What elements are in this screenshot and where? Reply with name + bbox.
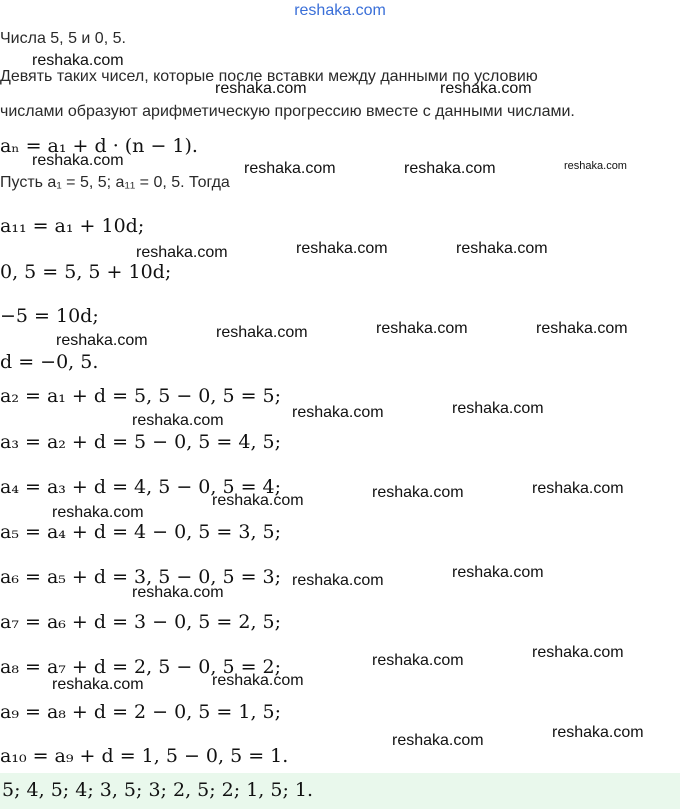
watermark: reshaka.com bbox=[532, 480, 624, 497]
watermark: reshaka.com bbox=[32, 52, 124, 69]
watermark: reshaka.com bbox=[132, 584, 224, 601]
step-9: a₆ = a₅ + d = 3, 5 − 0, 5 = 3; bbox=[0, 566, 282, 588]
watermark: reshaka.com bbox=[456, 240, 548, 257]
watermark: reshaka.com bbox=[244, 160, 336, 177]
intro-line-numbers: Числа 5, 5 и 0, 5. bbox=[0, 30, 126, 47]
watermark: reshaka.com bbox=[52, 504, 144, 521]
intro-line-task-2: числами образуют арифметическую прогрессию вместе с данными числами. bbox=[0, 103, 575, 120]
watermark: reshaka.com bbox=[376, 320, 468, 337]
progression-formula: aₙ = a₁ + d · (n − 1). bbox=[0, 135, 198, 157]
step-3: −5 = 10d; bbox=[0, 305, 99, 327]
step-13: a₁₀ = a₉ + d = 1, 5 − 0, 5 = 1. bbox=[0, 745, 289, 767]
watermark: reshaka.com bbox=[552, 724, 644, 741]
watermark: reshaka.com bbox=[296, 240, 388, 257]
step-2: 0, 5 = 5, 5 + 10d; bbox=[0, 261, 172, 283]
step-4: d = −0, 5. bbox=[0, 351, 99, 373]
watermark: reshaka.com bbox=[404, 160, 496, 177]
watermark: reshaka.com bbox=[132, 412, 224, 429]
watermark: reshaka.com bbox=[216, 324, 308, 341]
watermark: reshaka.com bbox=[292, 404, 384, 421]
step-12: a₉ = a₈ + d = 2 − 0, 5 = 1, 5; bbox=[0, 701, 282, 723]
watermark: reshaka.com bbox=[292, 572, 384, 589]
watermark: reshaka.com bbox=[452, 400, 544, 417]
watermark: reshaka.com bbox=[52, 676, 144, 693]
watermark: reshaka.com bbox=[215, 80, 307, 97]
watermark: reshaka.com bbox=[532, 644, 624, 661]
watermark: reshaka.com bbox=[212, 672, 304, 689]
answer-bar bbox=[0, 773, 680, 809]
step-10: a₇ = a₆ + d = 3 − 0, 5 = 2, 5; bbox=[0, 611, 282, 633]
site-header[interactable]: reshaka.com bbox=[294, 2, 386, 19]
step-11: a₈ = a₇ + d = 2, 5 − 0, 5 = 2; bbox=[0, 656, 282, 678]
step-1: a₁₁ = a₁ + 10d; bbox=[0, 215, 145, 237]
watermark: reshaka.com bbox=[212, 492, 304, 509]
step-6: a₃ = a₂ + d = 5 − 0, 5 = 4, 5; bbox=[0, 431, 282, 453]
watermark: reshaka.com bbox=[452, 564, 544, 581]
watermark: reshaka.com bbox=[440, 80, 532, 97]
watermark: reshaka.com bbox=[32, 152, 124, 169]
watermark: reshaka.com bbox=[536, 320, 628, 337]
step-8: a₅ = a₄ + d = 4 − 0, 5 = 3, 5; bbox=[0, 521, 282, 543]
let-statement: Пусть a₁ = 5, 5; a₁₁ = 0, 5. Тогда bbox=[0, 174, 230, 191]
answer-text: 5; 4, 5; 4; 3, 5; 3; 2, 5; 2; 1, 5; 1. bbox=[2, 779, 314, 801]
watermark: reshaka.com bbox=[392, 732, 484, 749]
step-7: a₄ = a₃ + d = 4, 5 − 0, 5 = 4; bbox=[0, 476, 282, 498]
watermark: reshaka.com bbox=[136, 244, 228, 261]
watermark: reshaka.com bbox=[56, 332, 148, 349]
watermark: reshaka.com bbox=[372, 484, 464, 501]
intro-line-task-1: Девять таких чисел, которые после вставки между данными по условию bbox=[0, 68, 538, 85]
watermark: reshaka.com bbox=[564, 160, 627, 172]
watermark: reshaka.com bbox=[372, 652, 464, 669]
step-5: a₂ = a₁ + d = 5, 5 − 0, 5 = 5; bbox=[0, 385, 282, 407]
